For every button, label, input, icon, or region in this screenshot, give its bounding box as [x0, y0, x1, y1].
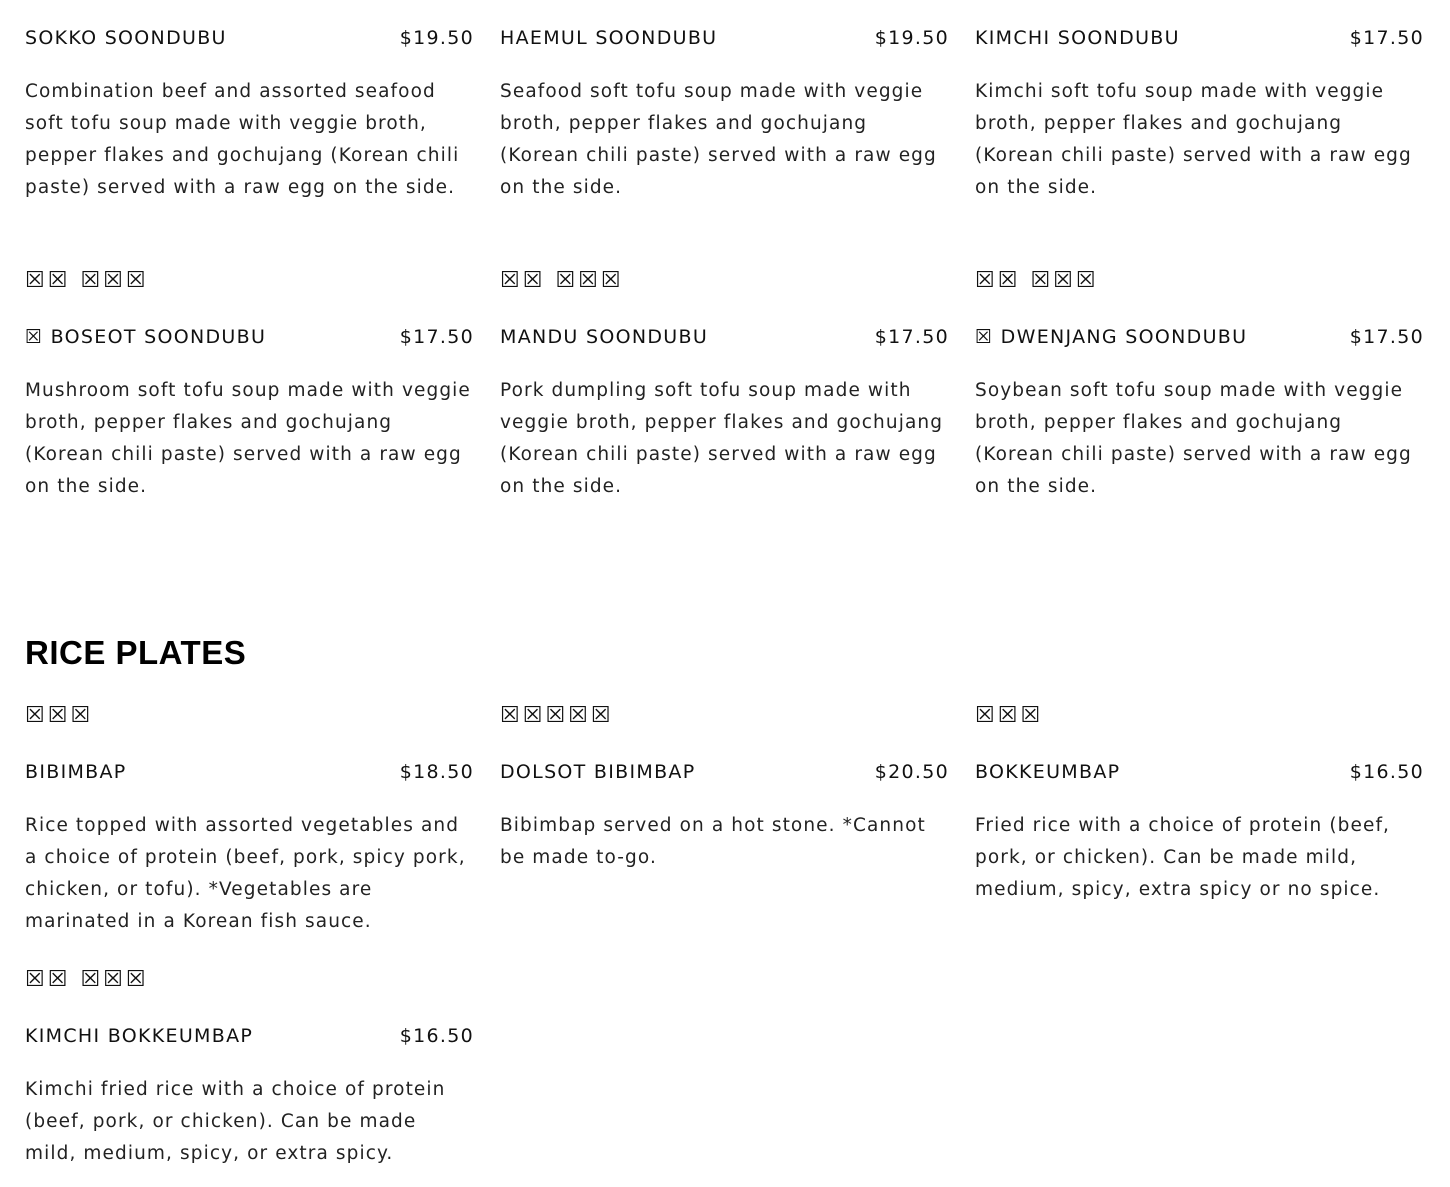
menu-item-dwenjang-soondubu [975, 269, 1424, 503]
rice-plates-row-2 [25, 968, 1424, 1170]
menu-item-name: ☒ DWENJANG SOONDUBU [975, 326, 1248, 348]
menu-item-price: $17.50 [1349, 326, 1424, 348]
menu-item-description: Kimchi fried rice with a choice of protein (beef, pork, or chicken). Can be made mild, medium, spicy, or extra spicy. [25, 1079, 446, 1164]
menu-item-price: $18.50 [399, 761, 474, 783]
section-title-rice-plates: RICE PLATES [25, 634, 247, 671]
menu-item-description: Combination beef and assorted seafood soft tofu soup made with veggie broth, pepper flakes and gochujang (Korean chili paste) served with a raw egg on the side. [25, 81, 460, 198]
menu-item-name: BOKKEUMBAP [975, 761, 1121, 783]
menu-item-description: Kimchi soft tofu soup made with veggie broth, pepper flakes and gochujang (Korean chili paste) served with a raw egg on the side. [975, 81, 1412, 198]
menu-item-description: Soybean soft tofu soup made with veggie broth, pepper flakes and gochujang (Korean chili paste) served with a raw egg on the side. [975, 380, 1412, 497]
menu-item-header [975, 325, 1424, 349]
menu-item-native-name: ☒☒☒ [975, 703, 1044, 728]
menu-item-native-name: ☒☒ ☒☒☒ [25, 967, 149, 992]
menu-item-header [25, 760, 474, 784]
menu-item-bokkeumbap [975, 704, 1424, 938]
rice-plates-row-1 [25, 704, 1424, 938]
menu-item-price: $16.50 [399, 1025, 474, 1047]
menu-item-native-name: ☒☒ ☒☒☒ [500, 268, 624, 293]
menu-item-haemul-soondubu [500, 26, 949, 204]
menu-item-mandu-soondubu [500, 269, 949, 503]
menu-item-header [500, 26, 949, 50]
menu-item-price: $16.50 [1349, 761, 1424, 783]
menu-item-sokko-soondubu [25, 26, 474, 204]
menu-item-description: Mushroom soft tofu soup made with veggie broth, pepper flakes and gochujang (Korean chili paste) served with a raw egg on the side. [25, 380, 471, 497]
menu-item-native-name: ☒☒☒☒☒ [500, 703, 614, 728]
menu-item-price: $17.50 [399, 326, 474, 348]
menu-item-dolsot-bibimbap [500, 704, 949, 938]
menu-item-native-name: ☒☒ ☒☒☒ [975, 268, 1099, 293]
menu-item-description: Fried rice with a choice of protein (beef, pork, or chicken). Can be made mild, medium, spicy, extra spicy or no spice. [975, 815, 1391, 900]
menu-item-native-name: ☒☒ ☒☒☒ [25, 268, 149, 293]
menu-item-description: Seafood soft tofu soup made with veggie broth, pepper flakes and gochujang (Korean chili paste) served with a raw egg on the side. [500, 81, 937, 198]
menu-item-boseot-soondubu [25, 269, 474, 503]
menu-item-name: SOKKO SOONDUBU [25, 27, 227, 49]
menu-item-header [25, 325, 474, 349]
soondubu-row-2 [25, 269, 1424, 503]
menu-item-price: $19.50 [399, 27, 474, 49]
menu-item-bibimbap [25, 704, 474, 938]
menu-item-native-name: ☒☒☒ [25, 703, 94, 728]
menu-item-price: $20.50 [874, 761, 949, 783]
menu-item-description: Pork dumpling soft tofu soup made with veggie broth, pepper flakes and gochujang (Korean chili paste) served with a raw egg on the side. [500, 380, 944, 497]
menu-item-header [25, 26, 474, 50]
menu-item-description: Rice topped with assorted vegetables and a choice of protein (beef, pork, spicy pork, chicken, or tofu). *Vegetables are marinated in a Korean fish sauce. [25, 815, 466, 932]
menu-item-name: KIMCHI BOKKEUMBAP [25, 1025, 254, 1047]
menu-item-header [975, 26, 1424, 50]
menu-item-name: DOLSOT BIBIMBAP [500, 761, 696, 783]
menu-item-header [25, 1024, 474, 1048]
menu-item-name: ☒ BOSEOT SOONDUBU [25, 326, 267, 348]
menu-item-header [500, 760, 949, 784]
menu-item-price: $17.50 [1349, 27, 1424, 49]
soondubu-row-1 [25, 26, 1424, 204]
menu-item-name: BIBIMBAP [25, 761, 127, 783]
menu-item-header [500, 325, 949, 349]
menu-item-kimchi-soondubu [975, 26, 1424, 204]
menu-item-name: MANDU SOONDUBU [500, 326, 709, 348]
menu-item-name: HAEMUL SOONDUBU [500, 27, 718, 49]
menu-item-name: KIMCHI SOONDUBU [975, 27, 1180, 49]
menu-item-header [975, 760, 1424, 784]
menu-item-description: Bibimbap served on a hot stone. *Cannot be made to-go. [500, 815, 926, 868]
menu-item-kimchi-bokkeumbap [25, 968, 474, 1170]
menu-item-price: $17.50 [874, 326, 949, 348]
menu-item-price: $19.50 [874, 27, 949, 49]
